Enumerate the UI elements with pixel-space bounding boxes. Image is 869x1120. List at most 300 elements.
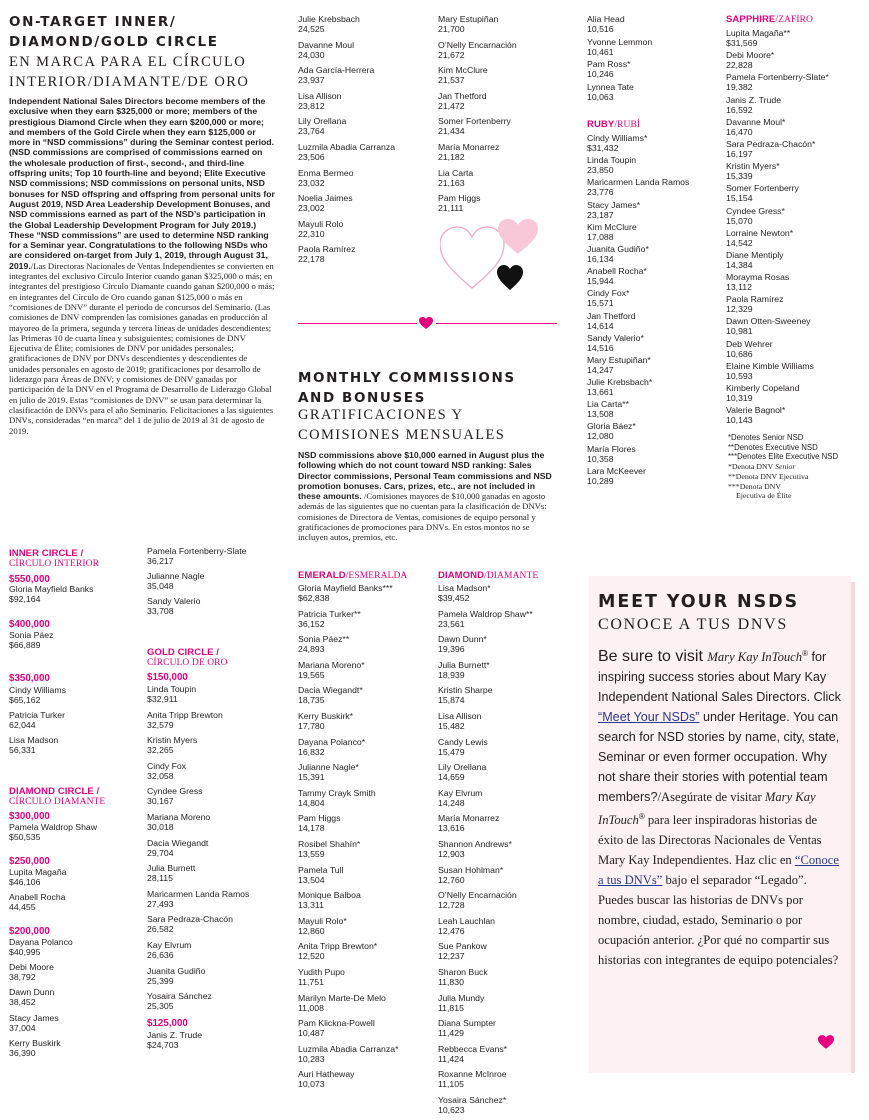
member-name: Lily Orellana [298, 116, 347, 127]
diamond-circle-amount-3: $200,000 [9, 926, 50, 937]
meet-your-nsds-link[interactable]: “Meet Your NSDs” [598, 710, 700, 725]
member-name: Monique Balboa [298, 890, 361, 901]
member-name: Diane Mentiply [726, 249, 784, 260]
member-name: Kim McClure [438, 65, 488, 76]
member-name: Mayuli Rolo [298, 218, 344, 229]
member-name: Pam Higgs [298, 813, 341, 824]
member-name: Luzmila Abadia Carranza* [298, 1043, 399, 1054]
member-value: 10,516 [587, 24, 614, 34]
gold-circle-amount: $150,000 [147, 672, 188, 683]
monthly-subtitle-line2: COMISIONES MENSUALES [298, 427, 506, 443]
list-item [298, 788, 438, 814]
member-name: Paola Ramírez [726, 294, 784, 305]
member-value: $32,911 [147, 694, 178, 704]
sapphire-title [726, 14, 813, 26]
member-value: 13,661 [587, 387, 614, 398]
member-value: 22,178 [298, 254, 325, 265]
list-item [9, 1038, 144, 1063]
member-name: Dawn Dunn [9, 987, 55, 998]
list-item [298, 813, 438, 839]
list-item [587, 14, 722, 37]
diamond-title [438, 570, 538, 582]
member-value: 32,058 [147, 770, 174, 781]
member-name: Kerry Buskirk [9, 1037, 61, 1048]
list-item [587, 444, 722, 466]
member-value: $39,452 [438, 593, 470, 603]
member-name: Dayana Polanco* [298, 736, 366, 747]
list-item [587, 266, 722, 288]
list-item [298, 244, 438, 270]
member-value: 11,424 [438, 1053, 464, 1064]
list-item [9, 1013, 144, 1038]
list-item [147, 991, 287, 1017]
member-name: Ada García-Herrera [298, 65, 375, 76]
footnote-senior: *Denotes Senior NSD [728, 433, 804, 442]
member-name: Sandy Valerio* [587, 332, 644, 343]
member-name: Candy Lewis [438, 736, 488, 747]
inner-circle-group-2 [9, 630, 144, 650]
gold-circle-title-es: CÍRCULO DE ORO [147, 658, 228, 668]
member-name: Anita Tripp Brewton [147, 709, 223, 720]
member-value: 26,582 [147, 924, 174, 935]
list-item [298, 116, 438, 142]
meet-p3: under Heritage. You can search for NSD stories by name, city, state, Seminar or even former occupation. Why not share their stories with potential team members? [598, 710, 840, 805]
list-item [726, 72, 866, 94]
ruby-title-en: RUBY [587, 119, 615, 130]
member-value: 13,112 [726, 282, 752, 293]
list-item [9, 630, 144, 650]
member-name: Mariana Moreno [147, 811, 211, 822]
list-item [147, 1030, 287, 1050]
member-name: Dayana Polanco [9, 937, 73, 947]
member-name: Tammy Crayk Smith [298, 787, 376, 798]
member-value: 26,636 [147, 949, 174, 960]
member-value: 35,048 [147, 581, 174, 592]
on-target-title-line2: DIAMOND/GOLD CIRCLE [9, 34, 219, 50]
member-name: Auri Hatheway [298, 1069, 355, 1080]
list-item [438, 1095, 578, 1120]
meet-p2: for inspiring success stories about Mary Kay Independent National Sales Directors. Click [598, 650, 841, 705]
inner-circle-title-en: INNER CIRCLE / [9, 548, 84, 559]
on-target-subtitle [9, 52, 284, 92]
heart-black-icon [497, 265, 523, 290]
list-item [147, 786, 287, 812]
member-value: 12,237 [438, 951, 465, 962]
member-value: 24,525 [298, 24, 325, 34]
member-name: Yvonne Lemmon [587, 36, 653, 47]
member-name: Rosibel Shahín* [298, 838, 361, 849]
list-item [438, 839, 578, 865]
list-item [726, 383, 866, 405]
member-name: Janis Z. Trude [147, 1030, 203, 1040]
list-item [587, 421, 722, 443]
meet-body [598, 644, 843, 970]
member-name: Julia Burnett [147, 863, 196, 874]
member-name: Davanne Moul* [726, 116, 786, 127]
member-name: Alia Head [587, 14, 625, 24]
member-name: Dawn Dunn* [438, 634, 487, 645]
list-item [298, 219, 438, 245]
member-value: 30,018 [147, 821, 174, 832]
member-name: Linda Toupin [147, 684, 197, 694]
diamond-list [438, 583, 578, 1120]
gold-circle-list-2 [147, 1030, 287, 1050]
member-value: $66,889 [9, 640, 41, 650]
member-name: Sonia Páez [9, 630, 54, 640]
member-name: Janis Z. Trude [726, 94, 782, 105]
footnote-executive-es: **Denota DNV Ejecutiva [728, 471, 809, 481]
member-name: Julia Burnett* [438, 659, 490, 670]
meet-panel [589, 576, 851, 1073]
list-item [726, 228, 866, 250]
member-name: Patricia Turker [9, 710, 66, 721]
sapphire-list [726, 28, 866, 427]
inner-circle-continued [147, 546, 287, 622]
member-name: Stacy James [9, 1012, 59, 1023]
member-value: 19,396 [438, 644, 465, 655]
member-name: Lorraine Newton* [726, 227, 794, 238]
member-value: 10,487 [298, 1028, 325, 1039]
member-value: 17,088 [587, 231, 614, 242]
diamond-circle-amount-1: $300,000 [9, 811, 50, 822]
member-name: María Monarrez [438, 813, 500, 824]
list-item [147, 863, 287, 889]
member-name: Paola Ramírez [298, 244, 356, 255]
member-name: Sonia Páez** [298, 634, 350, 645]
inner-circle-amount-2: $400,000 [9, 619, 50, 630]
member-value: 23,187 [587, 209, 614, 220]
member-value: 18,939 [438, 669, 465, 680]
list-item [587, 59, 722, 82]
member-name: Lisa Allison [438, 710, 482, 721]
list-item [147, 940, 287, 966]
diamond-title-es: /DIAMANTE [484, 571, 539, 581]
monthly-body-en: NSD commissions above $10,000 earned in August plus the following which do not count toward NSD ranking: Sales Director commissions, Personal Team commissions and NSD promotion bonuses. Cars, prizes, etc., are not included in these amounts. [298, 450, 552, 502]
list-item [147, 812, 287, 838]
member-value: 14,248 [438, 797, 465, 808]
list-item [9, 710, 144, 735]
list-item [147, 838, 287, 864]
member-value: 38,452 [9, 997, 36, 1008]
member-name: Gloria Mayfield Banks*** [298, 583, 393, 593]
member-value: 38,792 [9, 972, 36, 983]
list-item [438, 685, 578, 711]
list-item [298, 142, 438, 168]
footnote-executive: **Denotes Executive NSD [728, 442, 818, 452]
list-item [438, 762, 578, 788]
list-item [298, 941, 438, 967]
member-value: 11,105 [438, 1079, 464, 1090]
member-name: Lupita Magaña** [726, 28, 791, 38]
list-item [9, 584, 144, 604]
list-item [438, 609, 578, 635]
member-value: 10,358 [587, 453, 614, 464]
list-item [726, 50, 866, 72]
member-value: 13,616 [438, 823, 465, 834]
meet-subtitle: CONOCE A TUS DNVS [598, 616, 788, 633]
member-name: Dacia Wiegandt* [298, 685, 363, 696]
list-item [587, 133, 722, 155]
member-value: 13,508 [587, 409, 614, 420]
member-value: 12,520 [298, 951, 325, 962]
member-value: 10,593 [726, 370, 753, 381]
monthly-body-es: /Comisiones mayores de $10,000 ganadas en agosto además de las siguientes que no cuentan para la clasificación de DNVs: comisiones de Directora de Ventas, comisiones de equipo personal y gratificaciones de promociones para DNVs. En estos montos no se incluyen autos, premios, etc. [298, 491, 547, 543]
member-value: 11,830 [438, 976, 464, 987]
diamond-circle-title-es: CÍRCULO DIAMANTE [9, 797, 106, 807]
list-item [438, 1044, 578, 1070]
sapphire-title-es: /ZAFIRO [775, 15, 814, 25]
member-value: $40,995 [9, 947, 41, 957]
list-item [726, 339, 866, 361]
list-item [147, 546, 287, 571]
member-value: 15,479 [438, 746, 465, 757]
member-value: 36,390 [9, 1047, 36, 1058]
member-name: Gloria Báez* [587, 421, 636, 432]
member-name: Kristin Sharpe [438, 685, 493, 696]
member-name: Juanita Gudiño [147, 965, 206, 976]
member-value: 12,728 [438, 900, 465, 911]
meet-brand-es: Mary Kay InTouch [598, 790, 816, 828]
member-name: Lupita Magaña [9, 867, 67, 877]
list-item [438, 813, 578, 839]
member-name: Rebbecca Evans* [438, 1043, 508, 1054]
member-value: 12,080 [587, 431, 614, 442]
list-item [147, 761, 287, 787]
list-item [587, 288, 722, 310]
meet-p4: /Asegúrate de visitar [657, 790, 765, 805]
member-name: Pamela Fortenberry-Slate [147, 546, 247, 556]
diamond-circle-group-2 [9, 867, 144, 917]
member-name: María Monarrez [438, 141, 500, 152]
member-name: Lisa Madson* [438, 583, 491, 593]
sapphire-title-en: SAPPHIRE [726, 14, 776, 25]
list-item [726, 139, 866, 161]
member-name: Yudith Pupo [298, 966, 345, 977]
list-item [438, 1069, 578, 1095]
list-item [438, 168, 578, 194]
list-item [587, 37, 722, 60]
member-value: 23,850 [587, 165, 614, 176]
member-value: 12,329 [726, 304, 753, 315]
member-name: Kay Elvrum [438, 787, 483, 798]
list-item [298, 1044, 438, 1070]
member-value: 23,776 [587, 187, 614, 198]
list-item [438, 91, 578, 117]
member-name: Lynnea Tate [587, 81, 634, 92]
footnote-elite-es-2: Ejecutiva de Élite [736, 491, 792, 501]
member-value: 17,780 [298, 720, 325, 731]
footnote-senior-es [728, 462, 863, 472]
member-value: 23,002 [298, 203, 325, 214]
member-value: 10,283 [298, 1053, 325, 1064]
list-item [9, 822, 144, 842]
member-name: Lara McKeever [587, 465, 646, 476]
member-name: Pamela Fortenberry-Slate* [726, 72, 829, 83]
member-name: Sandy Valerio [147, 596, 201, 607]
monthly-subtitle-line1: GRATIFICACIONES Y [298, 407, 464, 423]
member-name: Pam Ross* [587, 59, 631, 70]
member-name: Maricarmen Landa Ramos [587, 177, 690, 188]
ruby-title-es: /RUBÍ [614, 120, 641, 130]
member-value: 23,812 [298, 100, 325, 111]
member-value: 25,305 [147, 1001, 174, 1012]
member-value: $62,838 [298, 593, 330, 603]
footnotes [728, 433, 863, 501]
member-value: 15,571 [587, 298, 614, 309]
on-target-body [9, 96, 275, 436]
list-item [726, 161, 866, 183]
member-name: Gloria Mayfield Banks [9, 584, 94, 594]
divider-left [298, 323, 417, 324]
meet-reg-es: ® [638, 812, 645, 822]
member-value: 10,143 [726, 415, 753, 426]
member-value: 21,472 [438, 100, 465, 111]
emerald-title-es: /ESMERALDA [345, 571, 408, 581]
member-value: 16,134 [587, 253, 614, 264]
list-item [298, 14, 438, 40]
list-item [438, 711, 578, 737]
member-value: 15,874 [438, 695, 465, 706]
member-value: $50,535 [9, 832, 41, 842]
member-value: 23,032 [298, 177, 325, 188]
list-item [726, 28, 866, 50]
member-value: 10,063 [587, 91, 614, 102]
gold-continued-col3 [587, 14, 722, 104]
member-value: 27,493 [147, 898, 174, 909]
list-item [298, 762, 438, 788]
member-name: Anita Tripp Brewton* [298, 941, 378, 952]
divider-right [436, 323, 557, 324]
list-item [438, 916, 578, 942]
member-name: Linda Toupin [587, 155, 637, 166]
member-name: Dawn Otten-Sweeney [726, 316, 811, 327]
member-value: 10,289 [587, 475, 614, 486]
member-value: $24,703 [147, 1040, 179, 1050]
list-item [298, 1018, 438, 1044]
member-value: 14,542 [726, 237, 753, 248]
member-value: $31,432 [587, 143, 619, 153]
list-item [9, 937, 144, 962]
list-item [587, 399, 722, 421]
member-value: 30,167 [147, 796, 174, 807]
list-item [587, 311, 722, 333]
member-value: 28,115 [147, 873, 173, 884]
monthly-subtitle [298, 405, 568, 445]
member-name: Cyndee Gress* [726, 205, 785, 216]
list-item [298, 1069, 438, 1095]
member-name: Kerry Buskirk* [298, 710, 354, 721]
member-name: Sharon Buck [438, 966, 488, 977]
member-name: Lisa Madson [9, 735, 59, 746]
member-value: 19,565 [298, 669, 325, 680]
member-name: Anabell Rocha* [587, 266, 647, 277]
member-value: 21,672 [438, 49, 465, 60]
list-item [438, 865, 578, 891]
gold-circle-amount-2: $125,000 [147, 1018, 188, 1029]
member-value: 13,504 [298, 874, 325, 885]
member-name: Jan Thetford [438, 90, 487, 101]
list-item [726, 294, 866, 316]
member-name: Susan Hohlman* [438, 864, 504, 875]
member-value: 15,391 [298, 772, 325, 783]
member-value: 21,537 [438, 75, 465, 86]
member-value: $65,162 [9, 695, 41, 705]
list-item [587, 177, 722, 199]
list-item [298, 168, 438, 194]
member-name: Debi Moore* [726, 50, 775, 61]
member-value: 23,561 [438, 618, 465, 629]
member-name: Julianne Nagle [147, 571, 205, 582]
monthly-body [298, 450, 560, 543]
footnote-elite: ***Denotes Elite Executive NSD [728, 452, 839, 462]
member-name: Pam Klickna-Powell [298, 1018, 375, 1029]
member-value: 22,310 [298, 228, 325, 239]
on-target-body-en: Independent National Sales Directors become members of the exclusive when they earn $325,000 or more; members of the prestigious Diamond Circle when they earn $200,000 or more; and members of the Gold Circle when they earn $125,000 or more in “NSD commissions” during the Seminar contest period. (NSD commissions are comprised of commissions earned on the wholesale production of first-, second-, and third-line offspring units; Top 10 fourth-line and beyond; Elite Executive NSD commissions; NSD commissions on personal units, NSD bonuses for NSD offspring and offspring from personal units for August 2019, NSD Area Leadership Development Bonuses, and NSD commissions earned as part of the NSD’s participation in the Global Leadership Development Program for July 2019.) These “NSD commissions” are used to determine NSD ranking for a Seminar year. Congratulations to the following NSDs who are considered on-target from July 1, 2019, through August 31, 2019. [9, 96, 275, 271]
member-value: 16,592 [726, 104, 753, 115]
member-value: 23,764 [298, 126, 325, 137]
list-item [298, 967, 438, 993]
gold-continued-left [298, 14, 438, 270]
member-name: Patricia Turker** [298, 608, 361, 619]
member-name: Pam Higgs [438, 193, 481, 204]
member-value: 11,815 [438, 1002, 464, 1013]
member-value: 16,470 [726, 126, 753, 137]
on-target-subtitle-line1: EN MARCA PARA EL CÍRCULO [9, 54, 247, 70]
member-value: 13,559 [298, 848, 325, 859]
member-name: Deb Wehrer [726, 338, 773, 349]
diamond-circle-group-3 [9, 937, 144, 1063]
member-name: Mary Estupiñan [438, 14, 499, 24]
member-name: Cindy Williams* [587, 133, 648, 143]
list-item [438, 65, 578, 91]
list-item [298, 865, 438, 891]
list-item [726, 405, 866, 427]
member-value: 14,178 [298, 823, 325, 834]
inner-circle-group-3 [9, 685, 144, 761]
list-item [726, 272, 866, 294]
member-name: Lisa Allison [298, 90, 342, 101]
member-name: Noelia Jaimes [298, 193, 353, 204]
member-name: Cindy Williams [9, 685, 66, 695]
conoce-a-tus-dnvs-link[interactable]: “Conoce a tus DNVs” [598, 853, 839, 888]
divider-heart-icon [419, 317, 433, 330]
member-value: 18,735 [298, 695, 325, 706]
member-value: 10,073 [298, 1079, 325, 1090]
list-item [298, 916, 438, 942]
monthly-title-line2: AND BONUSES [298, 390, 426, 406]
meet-p5: para leer inspiradoras historias de éxito de las Directoras Nacionales de Ventas Mary Kay Independientes. Haz clic en [598, 813, 822, 868]
list-item [726, 361, 866, 383]
member-name: Elaine Kimble Williams [726, 360, 814, 371]
member-value: 23,937 [298, 75, 325, 86]
meet-reg: ® [802, 649, 808, 658]
member-value: 10,246 [587, 69, 614, 80]
list-item [9, 892, 144, 917]
list-item [147, 710, 287, 736]
member-name: Enma Bermeo [298, 167, 354, 178]
member-name: Lia Carta [438, 167, 474, 178]
member-value: 14,804 [298, 797, 325, 808]
member-name: Maricarmen Landa Ramos [147, 888, 250, 899]
member-value: 12,860 [298, 925, 325, 936]
member-name: Roxanne McInroe [438, 1069, 507, 1080]
list-item [587, 355, 722, 377]
member-name: María Flores [587, 443, 636, 454]
member-value: 10,686 [726, 348, 753, 359]
member-name: Stacy James* [587, 199, 641, 210]
on-target-subtitle-line2: INTERIOR/DIAMANTE/DE ORO [9, 74, 250, 90]
member-value: 13,311 [298, 900, 324, 911]
